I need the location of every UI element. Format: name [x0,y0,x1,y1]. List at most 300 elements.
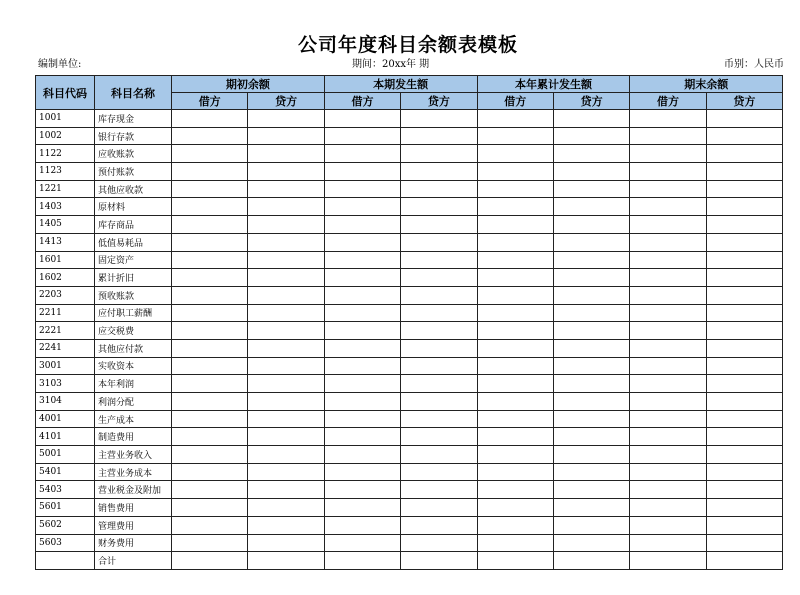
table-row [36,145,783,163]
credit-cell[interactable] [248,410,324,428]
credit-cell[interactable] [248,145,324,163]
table-row [36,216,783,234]
debit-cell[interactable] [172,534,248,552]
credit-cell[interactable] [706,446,782,464]
credit-cell[interactable] [553,286,629,304]
credit-cell[interactable] [553,180,629,198]
debit-cell[interactable] [172,339,248,357]
debit-cell[interactable] [324,357,400,375]
debit-cell[interactable] [324,322,400,340]
account-name-cell: 主营业务收入 [95,446,172,464]
credit-cell[interactable] [248,428,324,446]
debit-cell[interactable] [630,375,706,393]
table-row [36,410,783,428]
debit-cell[interactable] [172,552,248,570]
debit-cell[interactable] [477,481,553,499]
credit-cell[interactable] [401,304,477,322]
debit-cell[interactable] [324,163,400,181]
credit-cell[interactable] [401,251,477,269]
table-row [36,463,783,481]
account-name-cell: 利润分配 [95,393,172,411]
credit-cell[interactable] [248,534,324,552]
debit-cell[interactable] [172,216,248,234]
account-name-cell: 生产成本 [95,410,172,428]
credit-cell[interactable] [248,516,324,534]
account-name-cell: 库存现金 [95,110,172,128]
account-name-cell: 制造费用 [95,428,172,446]
credit-cell[interactable] [248,304,324,322]
credit-cell[interactable] [401,534,477,552]
debit-cell[interactable] [630,357,706,375]
debit-cell[interactable] [324,410,400,428]
credit-cell[interactable] [706,463,782,481]
debit-cell[interactable] [630,446,706,464]
debit-cell[interactable] [324,481,400,499]
debit-cell[interactable] [172,304,248,322]
credit-cell[interactable] [706,481,782,499]
debit-cell[interactable] [172,233,248,251]
credit-cell[interactable] [248,375,324,393]
account-code-cell: 5401 [36,463,95,481]
debit-cell[interactable] [324,375,400,393]
account-code-cell: 3103 [36,375,95,393]
debit-cell[interactable] [172,516,248,534]
debit-cell[interactable] [630,534,706,552]
account-name-cell: 其他应收款 [95,180,172,198]
credit-cell[interactable] [553,163,629,181]
unit-label: 编制单位: [38,59,82,70]
credit-cell[interactable] [401,499,477,517]
credit-cell[interactable] [401,516,477,534]
table-row [36,446,783,464]
credit-cell[interactable] [553,463,629,481]
account-code-cell: 2221 [36,322,95,340]
table-row [36,127,783,145]
account-code-cell [36,552,95,570]
table-row [36,180,783,198]
period-label: 期间：20xx年 期 [352,59,430,70]
credit-cell[interactable] [248,322,324,340]
debit-cell[interactable] [172,481,248,499]
debit-cell[interactable] [630,127,706,145]
account-name-cell: 预收账款 [95,286,172,304]
credit-cell[interactable] [248,180,324,198]
credit-cell[interactable] [706,269,782,287]
debit-cell[interactable] [477,339,553,357]
header-ytd-activity: 本年累计发生额 [477,76,630,93]
credit-cell[interactable] [553,481,629,499]
account-code-cell: 2211 [36,304,95,322]
credit-cell[interactable] [553,410,629,428]
account-code-cell: 1602 [36,269,95,287]
header-credit: 贷方 [248,93,324,110]
header-credit: 贷方 [553,93,629,110]
debit-cell[interactable] [172,446,248,464]
credit-cell[interactable] [553,428,629,446]
debit-cell[interactable] [630,410,706,428]
credit-cell[interactable] [248,463,324,481]
table-row [36,269,783,287]
debit-cell[interactable] [324,251,400,269]
debit-cell[interactable] [324,110,400,128]
debit-cell[interactable] [630,322,706,340]
debit-cell[interactable] [172,375,248,393]
credit-cell[interactable] [401,357,477,375]
debit-cell[interactable] [630,180,706,198]
credit-cell[interactable] [553,393,629,411]
credit-cell[interactable] [248,251,324,269]
debit-cell[interactable] [477,375,553,393]
credit-cell[interactable] [706,339,782,357]
table-row [36,428,783,446]
credit-cell[interactable] [553,375,629,393]
account-code-cell: 5403 [36,481,95,499]
debit-cell[interactable] [324,145,400,163]
account-code-cell: 5603 [36,534,95,552]
credit-cell[interactable] [706,198,782,216]
account-code-cell: 3104 [36,393,95,411]
account-name-cell: 其他应付款 [95,339,172,357]
debit-cell[interactable] [477,269,553,287]
credit-cell[interactable] [706,499,782,517]
account-code-cell: 1403 [36,198,95,216]
debit-cell[interactable] [324,446,400,464]
credit-cell[interactable] [248,357,324,375]
credit-cell[interactable] [553,339,629,357]
debit-cell[interactable] [324,286,400,304]
credit-cell[interactable] [401,163,477,181]
account-name-cell: 预付账款 [95,163,172,181]
debit-cell[interactable] [172,198,248,216]
credit-cell[interactable] [553,516,629,534]
credit-cell[interactable] [553,534,629,552]
account-name-cell: 营业税金及附加 [95,481,172,499]
credit-cell[interactable] [553,251,629,269]
debit-cell[interactable] [324,233,400,251]
credit-cell[interactable] [553,499,629,517]
debit-cell[interactable] [324,304,400,322]
account-code-cell: 5001 [36,446,95,464]
account-code-cell: 4001 [36,410,95,428]
header-closing-balance: 期末余额 [630,76,783,93]
header-debit: 借方 [630,93,706,110]
debit-cell[interactable] [477,446,553,464]
account-code-cell: 1123 [36,163,95,181]
credit-cell[interactable] [553,552,629,570]
debit-cell[interactable] [172,180,248,198]
debit-cell[interactable] [324,516,400,534]
debit-cell[interactable] [324,198,400,216]
credit-cell[interactable] [401,198,477,216]
credit-cell[interactable] [401,127,477,145]
debit-cell[interactable] [324,499,400,517]
debit-cell[interactable] [630,393,706,411]
debit-cell[interactable] [630,339,706,357]
debit-cell[interactable] [477,233,553,251]
table-row [36,304,783,322]
debit-cell[interactable] [630,251,706,269]
credit-cell[interactable] [401,269,477,287]
credit-cell[interactable] [706,233,782,251]
credit-cell[interactable] [401,552,477,570]
debit-cell[interactable] [630,233,706,251]
credit-cell[interactable] [706,552,782,570]
table-row [36,534,783,552]
credit-cell[interactable] [706,286,782,304]
debit-cell[interactable] [172,393,248,411]
credit-cell[interactable] [248,269,324,287]
credit-cell[interactable] [401,393,477,411]
header-code: 科目代码 [36,76,95,110]
account-code-cell: 1122 [36,145,95,163]
credit-cell[interactable] [401,286,477,304]
debit-cell[interactable] [630,110,706,128]
credit-cell[interactable] [553,198,629,216]
credit-cell[interactable] [248,481,324,499]
credit-cell[interactable] [401,463,477,481]
debit-cell[interactable] [630,216,706,234]
account-code-cell: 3001 [36,357,95,375]
credit-cell[interactable] [706,410,782,428]
debit-cell[interactable] [477,463,553,481]
table-row [36,499,783,517]
debit-cell[interactable] [477,428,553,446]
debit-cell[interactable] [630,304,706,322]
credit-cell[interactable] [248,127,324,145]
credit-cell[interactable] [248,216,324,234]
debit-cell[interactable] [477,534,553,552]
account-code-cell: 5601 [36,499,95,517]
credit-cell[interactable] [706,127,782,145]
debit-cell[interactable] [477,304,553,322]
debit-cell[interactable] [324,393,400,411]
account-code-cell: 2203 [36,286,95,304]
debit-cell[interactable] [172,286,248,304]
credit-cell[interactable] [706,251,782,269]
credit-cell[interactable] [553,145,629,163]
debit-cell[interactable] [172,499,248,517]
credit-cell[interactable] [706,516,782,534]
credit-cell[interactable] [248,552,324,570]
header-credit: 贷方 [401,93,477,110]
account-code-cell: 1405 [36,216,95,234]
debit-cell[interactable] [172,145,248,163]
table-row [36,481,783,499]
debit-cell[interactable] [172,410,248,428]
debit-cell[interactable] [172,251,248,269]
debit-cell[interactable] [477,180,553,198]
account-name-cell: 低值易耗品 [95,233,172,251]
account-code-cell: 1601 [36,251,95,269]
debit-cell[interactable] [324,428,400,446]
debit-cell[interactable] [630,552,706,570]
header-debit: 借方 [324,93,400,110]
debit-cell[interactable] [477,499,553,517]
debit-cell[interactable] [172,463,248,481]
debit-cell[interactable] [172,163,248,181]
credit-cell[interactable] [553,357,629,375]
account-code-cell: 2241 [36,339,95,357]
debit-cell[interactable] [630,145,706,163]
credit-cell[interactable] [553,322,629,340]
header-opening-balance: 期初余额 [172,76,325,93]
table-row [36,233,783,251]
table-row [36,516,783,534]
debit-cell[interactable] [324,552,400,570]
debit-cell[interactable] [477,110,553,128]
debit-cell[interactable] [477,145,553,163]
table-row [36,110,783,128]
debit-cell[interactable] [324,463,400,481]
credit-cell[interactable] [248,339,324,357]
credit-cell[interactable] [248,163,324,181]
debit-cell[interactable] [630,499,706,517]
credit-cell[interactable] [248,233,324,251]
account-name-cell: 银行存款 [95,127,172,145]
credit-cell[interactable] [401,216,477,234]
account-name-cell: 应付职工薪酬 [95,304,172,322]
debit-cell[interactable] [477,163,553,181]
credit-cell[interactable] [706,375,782,393]
table-row [36,357,783,375]
credit-cell[interactable] [553,216,629,234]
credit-cell[interactable] [248,286,324,304]
table-row [36,375,783,393]
credit-cell[interactable] [706,534,782,552]
account-code-cell: 4101 [36,428,95,446]
debit-cell[interactable] [324,534,400,552]
account-name-cell: 本年利润 [95,375,172,393]
account-code-cell: 5602 [36,516,95,534]
debit-cell[interactable] [324,180,400,198]
credit-cell[interactable] [553,233,629,251]
credit-cell[interactable] [401,110,477,128]
credit-cell[interactable] [706,145,782,163]
debit-cell[interactable] [324,127,400,145]
account-name-cell: 原材料 [95,198,172,216]
table-row [36,251,783,269]
credit-cell[interactable] [706,304,782,322]
debit-cell[interactable] [477,198,553,216]
account-name-cell: 累计折旧 [95,269,172,287]
debit-cell[interactable] [477,216,553,234]
credit-cell[interactable] [706,163,782,181]
account-code-cell: 1221 [36,180,95,198]
debit-cell[interactable] [172,127,248,145]
debit-cell[interactable] [172,428,248,446]
account-name-cell: 销售费用 [95,499,172,517]
debit-cell[interactable] [172,269,248,287]
debit-cell[interactable] [477,516,553,534]
debit-cell[interactable] [477,552,553,570]
account-name-cell: 应收账款 [95,145,172,163]
table-row [36,339,783,357]
table-row [36,322,783,340]
debit-cell[interactable] [630,269,706,287]
credit-cell[interactable] [706,428,782,446]
credit-cell[interactable] [401,145,477,163]
credit-cell[interactable] [706,180,782,198]
table-row [36,393,783,411]
credit-cell[interactable] [553,269,629,287]
credit-cell[interactable] [553,446,629,464]
page-title: 公司年度科目余额表模板 [297,34,518,56]
account-code-cell: 1413 [36,233,95,251]
balance-table [35,75,783,570]
debit-cell[interactable] [172,110,248,128]
debit-cell[interactable] [172,357,248,375]
credit-cell[interactable] [401,339,477,357]
account-code-cell: 1002 [36,127,95,145]
credit-cell[interactable] [401,481,477,499]
debit-cell[interactable] [630,198,706,216]
credit-cell[interactable] [553,304,629,322]
credit-cell[interactable] [401,446,477,464]
credit-cell[interactable] [706,110,782,128]
table-row [36,286,783,304]
account-code-cell: 1001 [36,110,95,128]
debit-cell[interactable] [477,393,553,411]
debit-cell[interactable] [630,428,706,446]
credit-cell[interactable] [553,127,629,145]
credit-cell[interactable] [553,110,629,128]
header-credit: 贷方 [706,93,782,110]
account-name-cell: 实收资本 [95,357,172,375]
credit-cell[interactable] [248,446,324,464]
debit-cell[interactable] [324,216,400,234]
debit-cell[interactable] [477,410,553,428]
table-row [36,163,783,181]
credit-cell[interactable] [706,216,782,234]
account-name-cell: 管理费用 [95,516,172,534]
credit-cell[interactable] [248,110,324,128]
currency-label: 币别：人民币 [724,59,784,70]
debit-cell[interactable] [172,322,248,340]
credit-cell[interactable] [248,499,324,517]
debit-cell[interactable] [630,163,706,181]
debit-cell[interactable] [477,251,553,269]
credit-cell[interactable] [401,233,477,251]
credit-cell[interactable] [401,410,477,428]
debit-cell[interactable] [477,357,553,375]
debit-cell[interactable] [324,339,400,357]
debit-cell[interactable] [630,286,706,304]
table-row [36,198,783,216]
credit-cell[interactable] [401,322,477,340]
credit-cell[interactable] [248,393,324,411]
debit-cell[interactable] [324,269,400,287]
debit-cell[interactable] [477,127,553,145]
header-period-activity: 本期发生额 [324,76,477,93]
credit-cell[interactable] [706,393,782,411]
credit-cell[interactable] [401,428,477,446]
credit-cell[interactable] [401,375,477,393]
account-name-cell: 财务费用 [95,534,172,552]
header-debit: 借方 [477,93,553,110]
debit-cell[interactable] [477,286,553,304]
credit-cell[interactable] [706,357,782,375]
credit-cell[interactable] [706,322,782,340]
debit-cell[interactable] [477,322,553,340]
debit-cell[interactable] [630,516,706,534]
account-name-cell: 合计 [95,552,172,570]
account-name-cell: 应交税费 [95,322,172,340]
credit-cell[interactable] [401,180,477,198]
account-name-cell: 主营业务成本 [95,463,172,481]
debit-cell[interactable] [630,463,706,481]
debit-cell[interactable] [630,481,706,499]
credit-cell[interactable] [248,198,324,216]
